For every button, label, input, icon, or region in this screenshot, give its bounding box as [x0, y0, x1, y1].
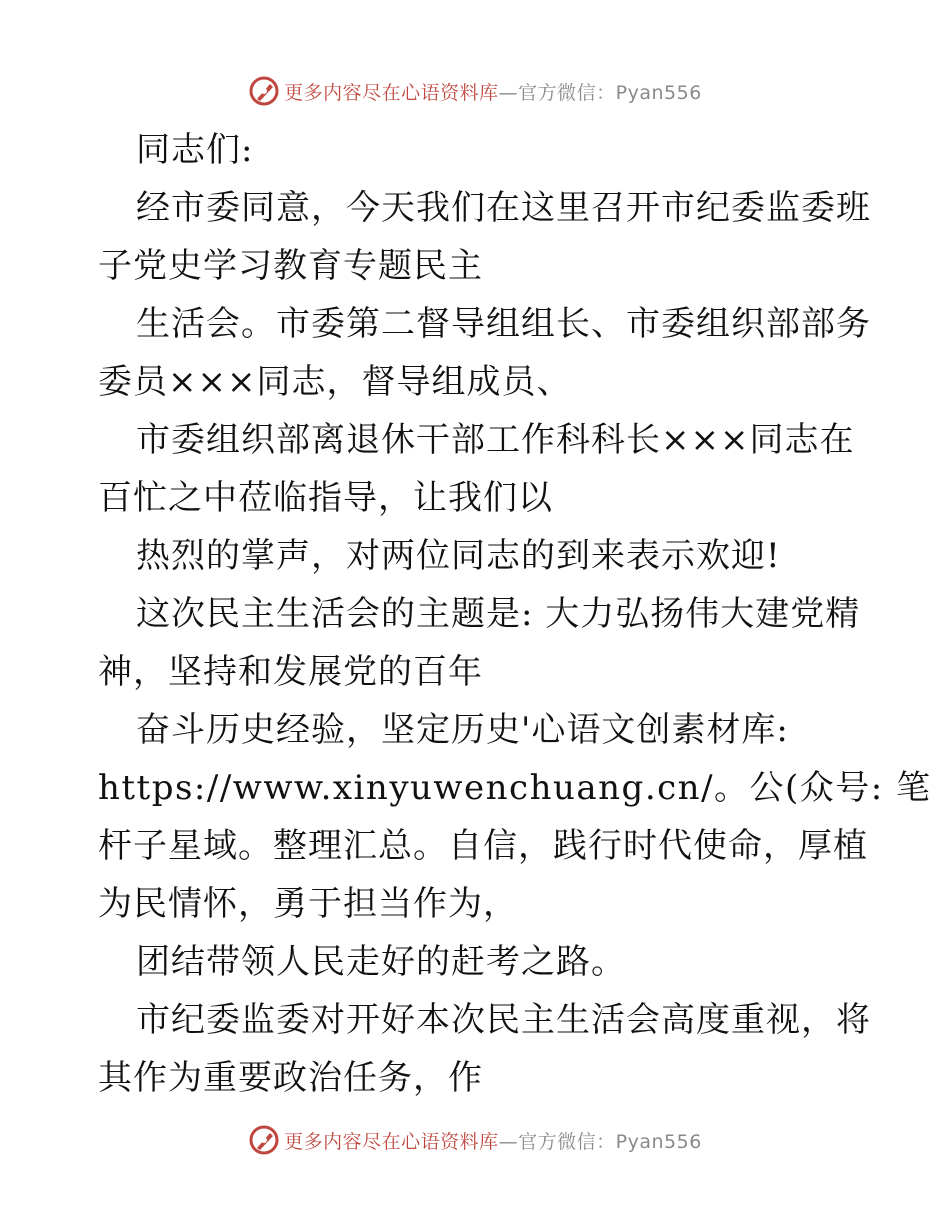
text-line: 同志们: [136, 130, 254, 170]
text-line: 团结带领人民走好的赶考之路。 [136, 942, 626, 982]
wechat-text: 官方微信：Pyan556 [518, 1130, 702, 1153]
header-watermark-banner [0, 71, 950, 111]
brand-text: 更多内容尽在心语资料库 [284, 1130, 499, 1153]
brand-text: 更多内容尽在心语资料库 [284, 81, 499, 104]
text-line: 子党史学习教育专题民主 [98, 246, 483, 286]
text-line: 市委组织部离退休干部工作科科长×××同志在 [136, 420, 855, 460]
watermark-text [284, 1127, 702, 1154]
separator: — [498, 81, 519, 104]
text-line: 其作为重要政治任务，作 [98, 1058, 483, 1098]
footer-watermark-banner [0, 1120, 950, 1160]
text-line: 百忙之中莅临指导，让我们以 [98, 478, 553, 518]
wechat-text: 官方微信：Pyan556 [518, 81, 702, 104]
text-line: 奋斗历史经验，坚定历史'心语文创素材库: [136, 710, 789, 750]
separator: — [498, 1130, 519, 1153]
text-line: 为民情怀，勇于担当作为， [98, 884, 518, 924]
pen-logo-icon [248, 75, 280, 107]
text-line: 生活会。市委第二督导组组长、市委组织部部务 [136, 304, 871, 344]
text-line: 这次民主生活会的主题是: 大力弘扬伟大建党精 [136, 594, 861, 634]
text-line: 市纪委监委对开好本次民主生活会高度重视，将 [136, 1000, 871, 1040]
watermark-text [284, 78, 702, 105]
text-line: 热烈的掌声，对两位同志的到来表示欢迎! [136, 536, 781, 576]
text-line: 杆子星域。整理汇总。自信，践行时代使命，厚植 [98, 826, 868, 866]
text-line-url: https://www.xinyuwenchuang.cn/。公(众号: 笔 [98, 768, 932, 808]
pen-logo-icon [248, 1124, 280, 1156]
text-line: 委员×××同志，督导组成员、 [98, 362, 572, 402]
text-line: 神，坚持和发展党的百年 [98, 652, 483, 692]
document-body [98, 121, 932, 1107]
text-line: 经市委同意，今天我们在这里召开市纪委监委班 [136, 188, 871, 228]
